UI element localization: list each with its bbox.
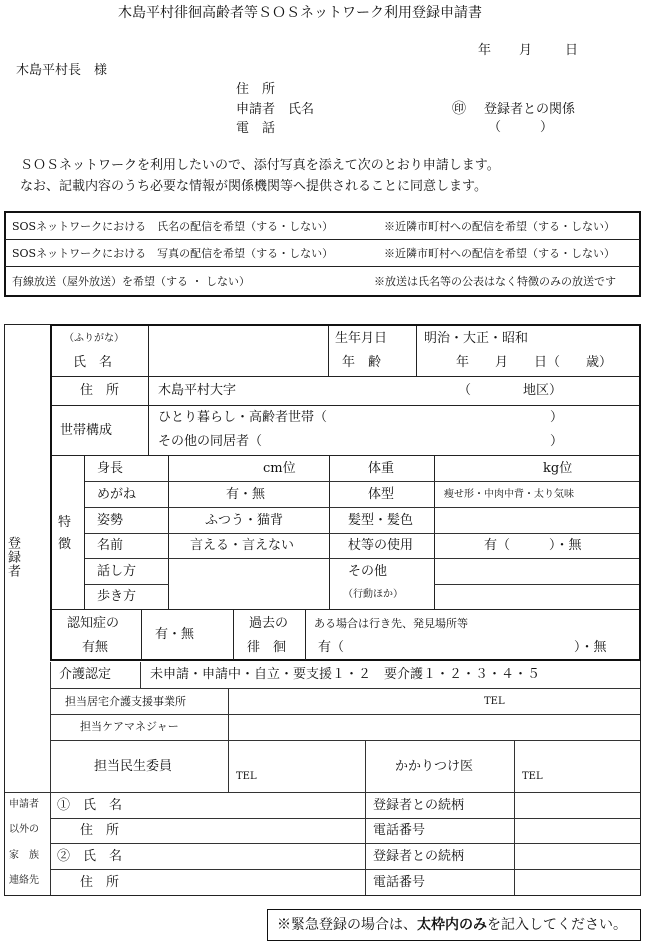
contacts-side-label-3: 家 族 [9, 850, 39, 861]
past-wander-label-1: 過去の [249, 616, 289, 631]
date-year: 年 [478, 43, 492, 58]
era-options: 明治・大正・昭和 [424, 331, 529, 346]
consent-photo-left: SOSネットワークにおける 写真の配信を希望（する・しない） [12, 247, 334, 260]
weight-unit: kg位 [543, 461, 573, 476]
care-cert-label: 介護認定 [59, 667, 112, 682]
date-month: 月 [519, 43, 533, 58]
applicant-address-label: 住 所 [236, 82, 276, 97]
contacts-side-label-1: 申請者 [9, 799, 39, 810]
height-label: 身長 [97, 461, 124, 476]
cane-label: 杖等の使用 [348, 538, 414, 553]
contact-1-phone-label: 電話番号 [373, 823, 426, 838]
address-label: 住 所 [80, 383, 120, 398]
dob-value: 年 月 日（ 歳） [456, 355, 613, 370]
date-day: 日 [565, 43, 579, 58]
contact-1-name-label: ① 氏 名 [57, 798, 123, 813]
intro-line-2: なお、記載内容のうち必要な情報が関係機関等へ提供されることに同意します。 [20, 179, 487, 194]
welfare-label: 担当民生委員 [94, 759, 173, 774]
footer-note-emphasis: 太枠内のみ [417, 917, 487, 933]
contact-2-phone-label: 電話番号 [373, 875, 426, 890]
glasses-label: めがね [97, 487, 137, 502]
dementia-label-2: 有無 [82, 640, 109, 655]
consent-photo-right: ※近隣市町村への配信を希望（する・しない） [384, 247, 615, 260]
name-recall-label: 名前 [97, 538, 124, 553]
applicant-name-label: 申請者 氏名 [236, 102, 315, 117]
consent-name-right: ※近隣市町村への配信を希望（する・しない） [384, 220, 615, 233]
footer-note-post: を記入してください。 [487, 917, 627, 933]
household-option-2-end: ） [550, 434, 564, 449]
glasses-value: 有・無 [226, 487, 266, 502]
cane-value: 有（ ）・無 [484, 538, 582, 553]
past-wander-value: 有（ [318, 640, 345, 655]
contacts-side-label-2: 以外の [9, 824, 39, 835]
features-label: 特 徴 [58, 515, 72, 552]
consent-broadcast-left: 有線放送（屋外放送）を希望（する ・ しない） [12, 275, 250, 288]
weight-label: 体重 [368, 461, 395, 476]
relation-paren: （ ） [488, 120, 554, 135]
name-recall-value: 言える・言えない [190, 538, 295, 553]
dementia-value: 有・無 [155, 627, 195, 642]
past-wander-end: ）・無 [574, 640, 607, 655]
page-title: 木島平村徘徊高齢者等ＳＯＳネットワーク利用登録申請書 [118, 5, 482, 21]
addressee: 木島平村長 様 [16, 63, 108, 78]
height-unit: cm位 [263, 461, 296, 476]
applicant-phone-label: 電 話 [236, 121, 276, 136]
care-office-label: 担当居宅介護支援事業所 [65, 695, 186, 708]
doctor-tel: TEL [522, 771, 543, 782]
past-wander-note: ある場合は行き先、発見場所等 [314, 617, 468, 630]
welfare-tel: TEL [236, 771, 257, 782]
relation-label: 登録者との関係 [484, 102, 576, 117]
build-label: 体型 [368, 487, 395, 502]
gait-label: 歩き方 [97, 589, 137, 604]
contact-2-name-label: ② 氏 名 [57, 849, 123, 864]
furigana-label: （ふりがな） [64, 333, 124, 344]
doctor-label: かかりつけ医 [395, 759, 474, 774]
contacts-side-label-4: 連絡先 [9, 875, 39, 886]
household-option-1-end: ） [550, 410, 564, 425]
hair-label: 髪型・髪色 [348, 513, 414, 528]
care-cert-value: 未申請・申請中・自立・要支援１・２ 要介護１・２・３・４・５ [150, 667, 541, 682]
posture-label: 姿勢 [97, 513, 124, 528]
care-office-tel: TEL [484, 696, 505, 707]
other-sublabel: （行動ほか） [343, 589, 403, 600]
care-manager-label: 担当ケアマネジャー [80, 720, 179, 733]
name-label: 氏 名 [73, 355, 113, 370]
contact-2-relation-label: 登録者との続柄 [373, 849, 465, 864]
seal-mark: ㊞ [452, 101, 466, 117]
consent-name-left: SOSネットワークにおける 氏名の配信を希望（する・しない） [12, 220, 334, 233]
age-label: 年 齢 [342, 355, 382, 370]
household-option-1: ひとり暮らし・高齢者世帯（ [158, 410, 328, 425]
household-option-2: その他の同居者（ [158, 434, 263, 449]
contact-1-relation-label: 登録者との続柄 [373, 798, 465, 813]
district-value: （ 地区） [458, 383, 563, 398]
household-label: 世帯構成 [60, 423, 113, 438]
speech-label: 話し方 [97, 564, 137, 579]
intro-line-1: ＳＯＳネットワークを利用したいので、添付写真を添えて次のとおり申請します。 [20, 158, 500, 173]
other-label: その他 [348, 564, 388, 579]
posture-value: ふつう・猫背 [205, 513, 284, 528]
address-prefix: 木島平村大字 [158, 383, 237, 398]
footer-note-pre: ※緊急登録の場合は、 [277, 917, 417, 933]
dob-label: 生年月日 [335, 331, 388, 346]
past-wander-label-2: 徘 徊 [247, 640, 287, 655]
build-value: 痩せ形・中肉中背・太り気味 [444, 489, 574, 500]
consent-broadcast-right: ※放送は氏名等の公表はなく特徴のみの放送です [374, 275, 616, 288]
dementia-label-1: 認知症の [67, 616, 120, 631]
contact-1-address-label: 住 所 [80, 823, 120, 838]
contact-2-address-label: 住 所 [80, 875, 120, 890]
registrant-side-label: 登録者 [5, 536, 20, 578]
footer-note [277, 918, 627, 932]
